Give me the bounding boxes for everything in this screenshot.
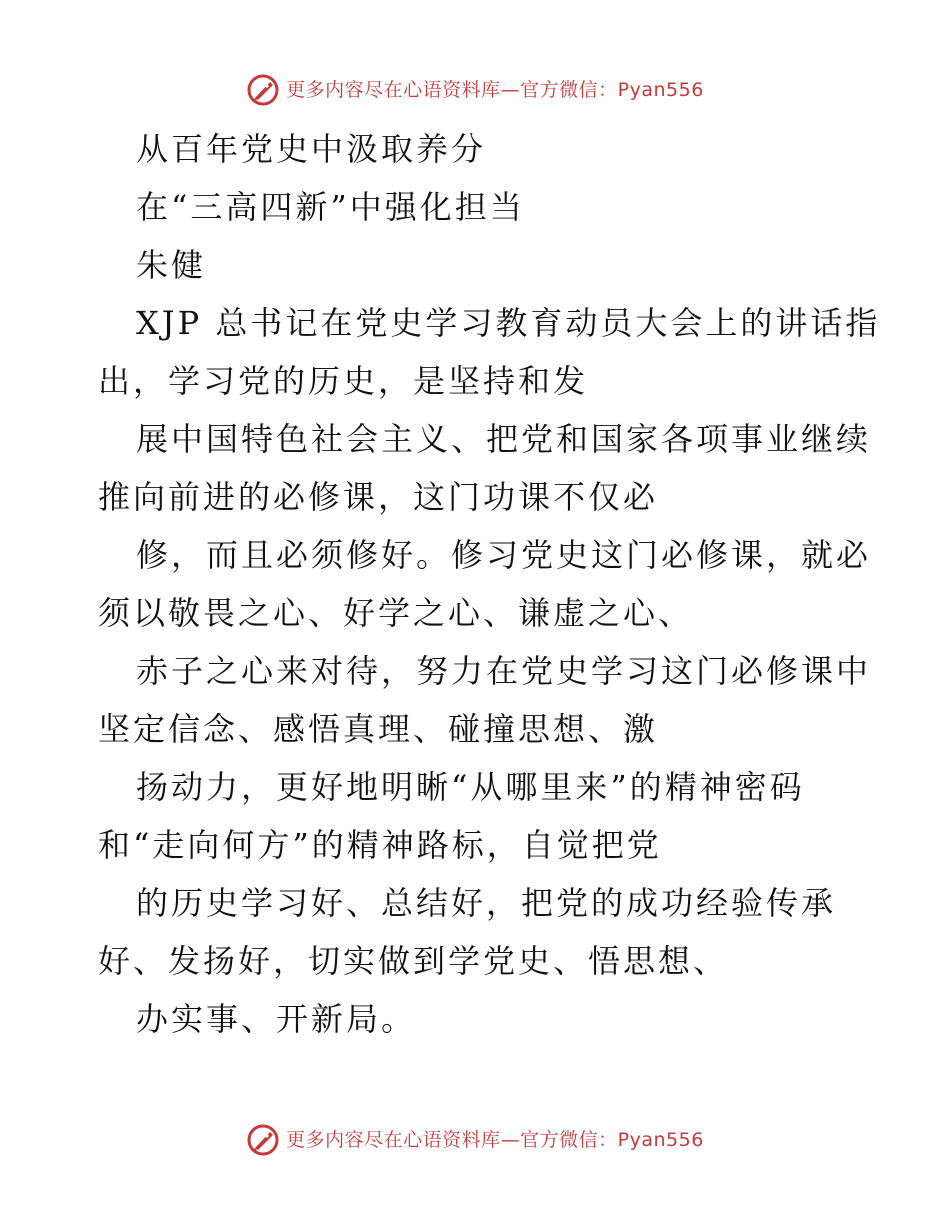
doc-line: 在“三高四新”中强化担当	[136, 188, 525, 226]
doc-line: 赤子之心来对待，努力在党史学习这门必修课中	[136, 652, 872, 690]
doc-line: 须以敬畏之心、好学之心、谦虚之心、	[98, 594, 694, 632]
doc-line: 展中国特色社会主义、把党和国家各项事业继续	[136, 420, 872, 458]
footer-watermark	[0, 1120, 950, 1160]
doc-line: 好、发扬好，切实做到学党史、悟思想、	[98, 942, 729, 980]
watermark-text: 更多内容尽在心语资料库—官方微信：Pyan556	[286, 79, 704, 101]
document-body	[98, 120, 881, 1048]
doc-line: 扬动力，更好地明晰“从哪里来”的精神密码	[136, 768, 805, 806]
doc-line: 出，学习党的历史，是坚持和发	[98, 362, 589, 400]
doc-line: 坚定信念、感悟真理、碰撞思想、激	[98, 710, 659, 748]
doc-line: 从百年党史中汲取养分	[136, 130, 487, 168]
quill-pen-logo-icon	[246, 73, 280, 107]
doc-line: 推向前进的必修课，这门功课不仅必	[98, 478, 659, 516]
quill-pen-logo-icon	[246, 1123, 280, 1157]
doc-line: 办实事、开新局。	[136, 1000, 417, 1038]
header-watermark	[0, 70, 950, 110]
doc-line: 和“走向何方”的精神路标，自觉把党	[98, 826, 662, 864]
doc-line: 修，而且必须修好。修习党史这门必修课，就必	[136, 536, 872, 574]
doc-line: 的历史学习好、总结好，把党的成功经验传承	[136, 884, 837, 922]
doc-line: XJP 总书记在党史学习教育动员大会上的讲话指	[136, 304, 881, 342]
doc-line: 朱健	[136, 246, 207, 284]
watermark-text: 更多内容尽在心语资料库—官方微信：Pyan556	[286, 1129, 704, 1151]
